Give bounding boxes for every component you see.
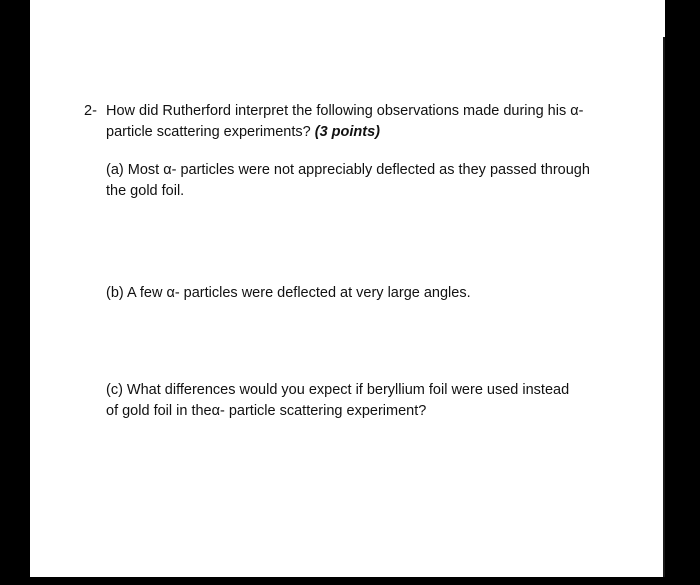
part-c-line-2: of gold foil in theα- particle scattering experiment?: [106, 403, 427, 419]
question-points: (3 points): [314, 124, 380, 140]
question-line-1: How did Rutherford interpret the following observations made during his α-: [106, 103, 584, 119]
part-c-line-1: (c) What differences would you expect if beryllium foil were used instead: [106, 382, 570, 398]
question-number: 2-: [84, 103, 97, 119]
part-c: [106, 380, 626, 422]
page-edge-line: [663, 37, 665, 577]
question-line-2: [106, 122, 626, 143]
part-b-line-1: (b) A few α- particles were deflected at very large angles.: [106, 285, 471, 301]
question-text: [106, 101, 626, 143]
part-a: [106, 160, 626, 202]
part-b: [106, 283, 626, 304]
part-a-line-1: (a) Most α- particles were not appreciably deflected as they passed through: [106, 162, 590, 178]
part-a-line-2: the gold foil.: [106, 183, 185, 199]
question-line-2-text: particle scattering experiments?: [106, 124, 311, 140]
